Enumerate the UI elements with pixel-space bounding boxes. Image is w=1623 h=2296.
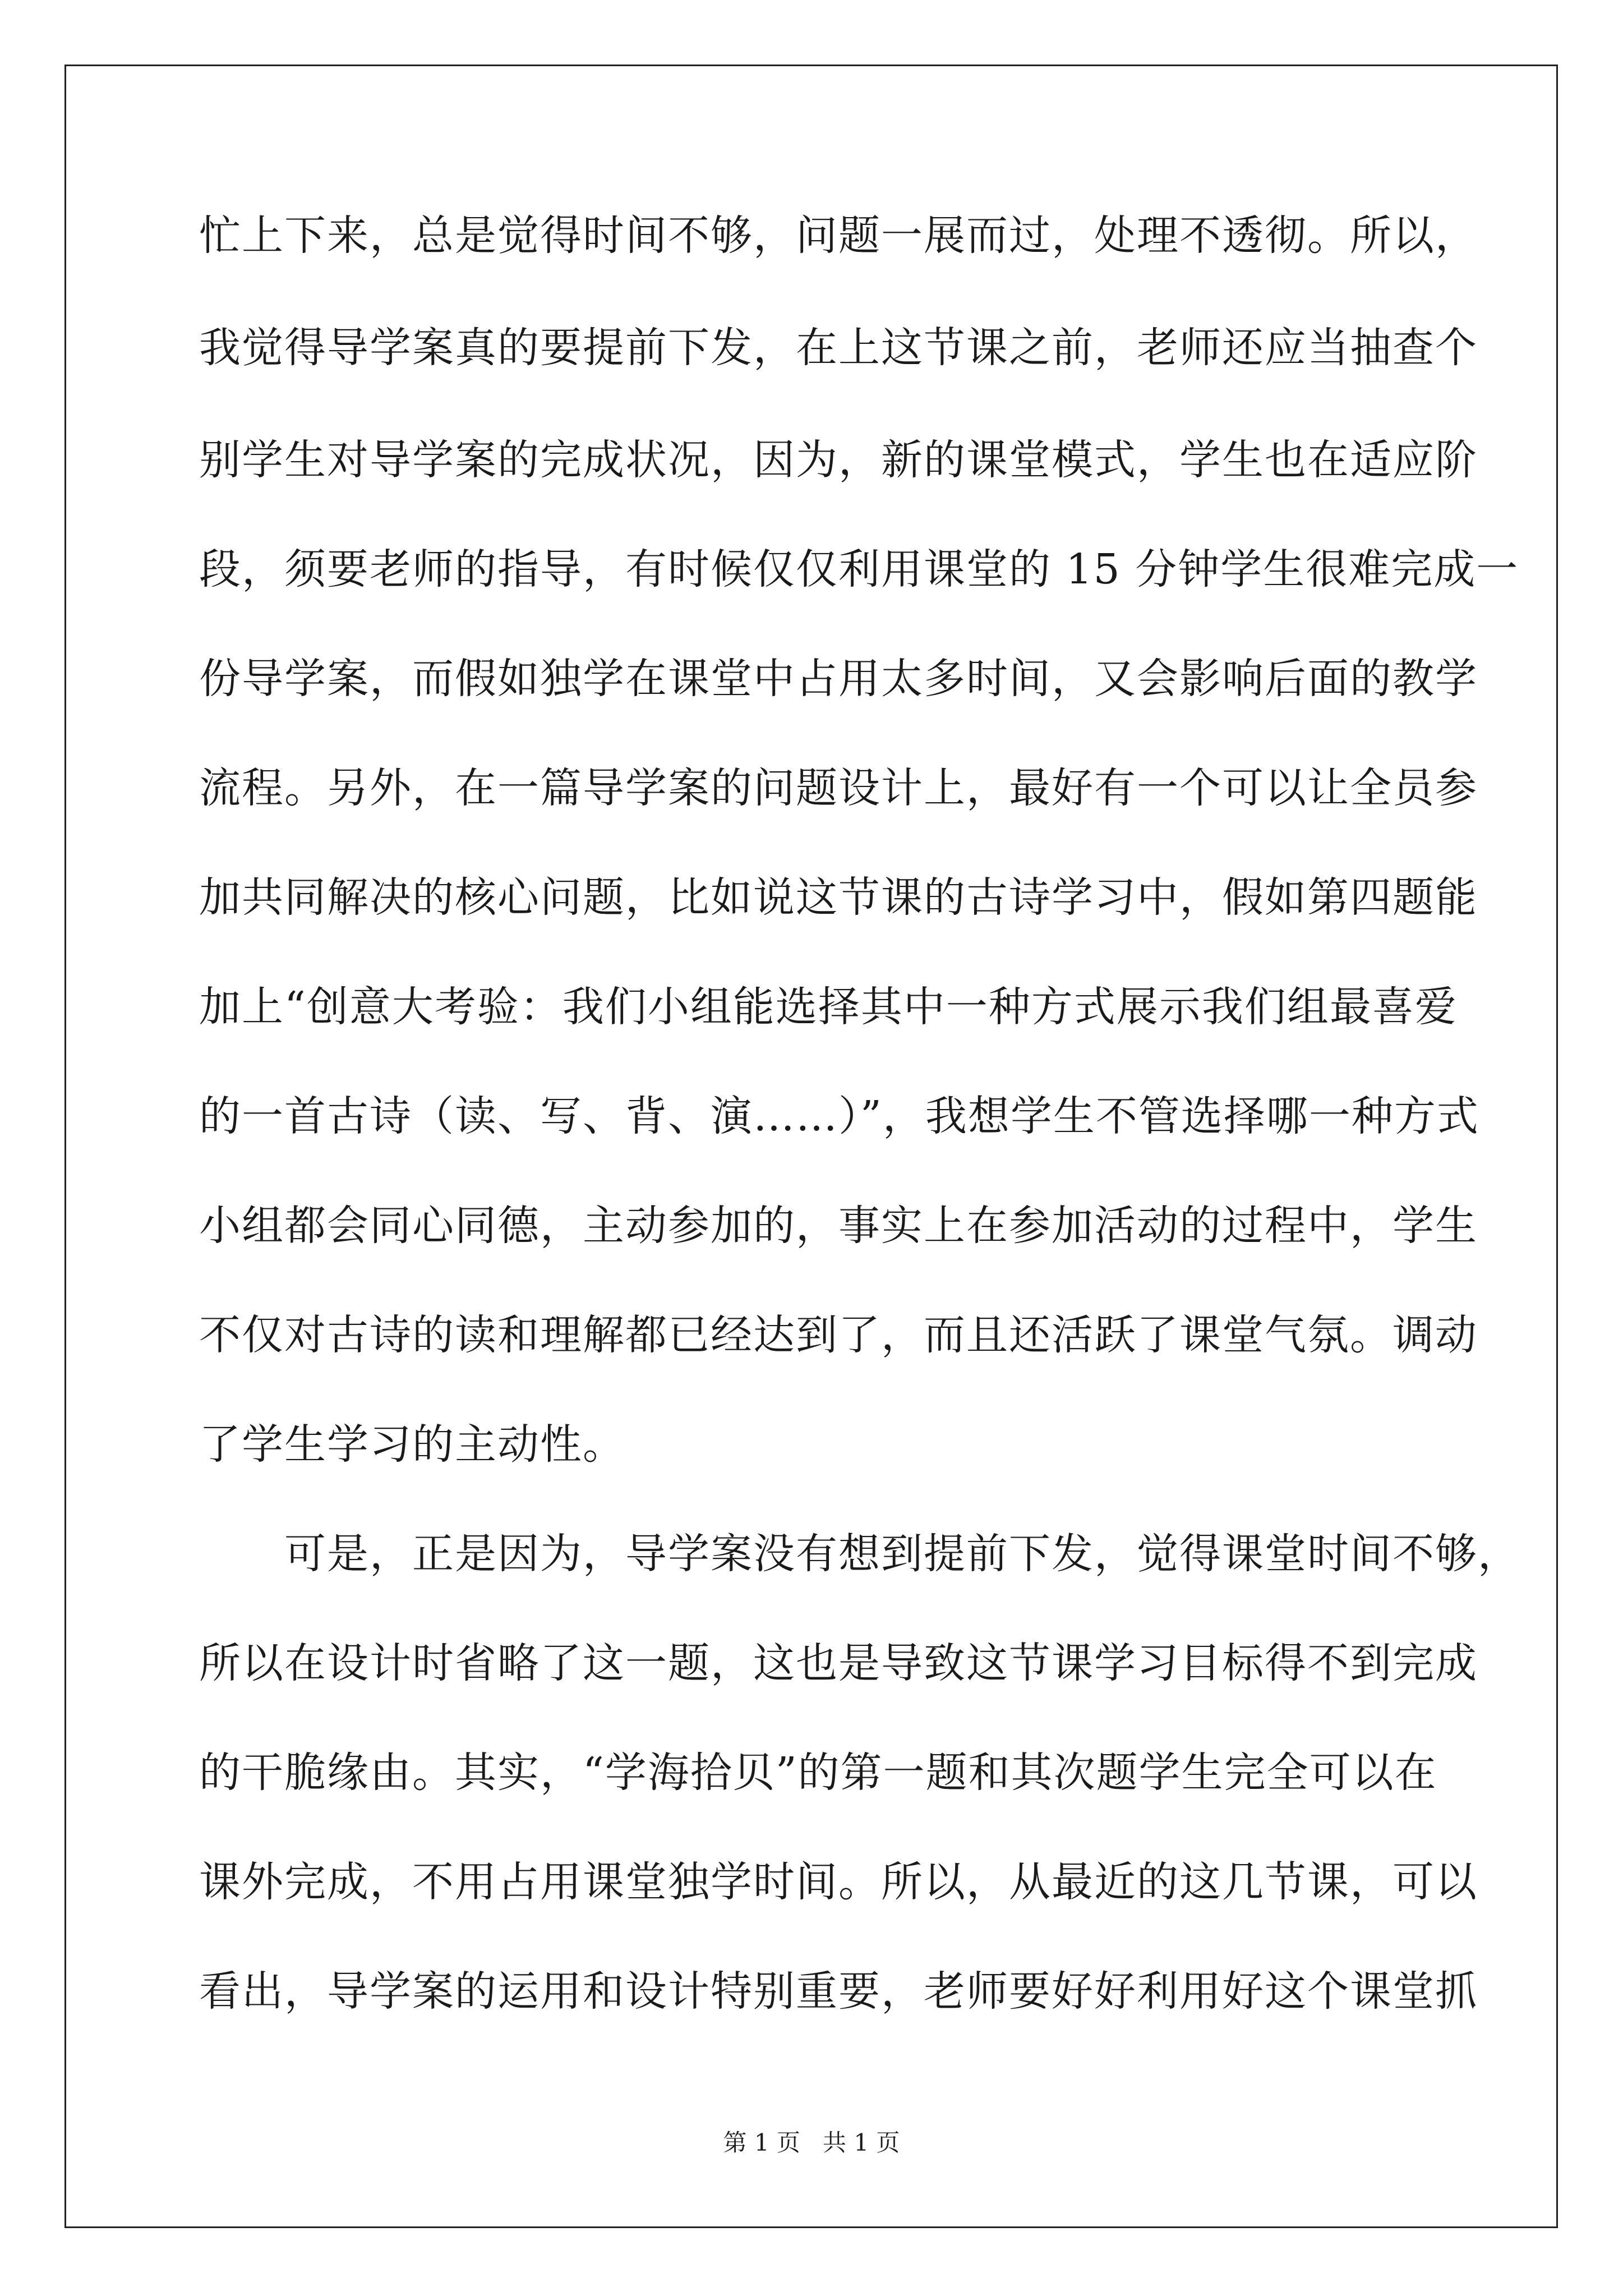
- text-line: 忙上下来，总是觉得时间不够，问题一展而过，处理不透彻。所以，: [199, 211, 1478, 260]
- text-line: 所以在设计时省略了这一题，这也是导致这节课学习目标得不到完成: [199, 1639, 1478, 1687]
- page-footer: [0, 2124, 1623, 2158]
- text-line: 的干脆缘由。其实，“学海拾贝”的第一题和其次题学生完全可以在: [199, 1749, 1437, 1797]
- page-count: 共 1 页: [823, 2129, 900, 2156]
- text-line: 流程。另外，在一篇导学案的问题设计上，最好有一个可以让全员参: [199, 764, 1478, 812]
- text-line: 小组都会同心同德，主动参加的，事实上在参加活动的过程中，学生: [199, 1202, 1478, 1250]
- text-line: 可是，正是因为，导学案没有想到提前下发，觉得课堂时间不够，: [199, 1530, 1520, 1578]
- text-line: 了学生学习的主动性。: [199, 1420, 625, 1469]
- text-line: 段，须要老师的指导，有时候仅仅利用课堂的 15 分钟学生很难完成一: [199, 545, 1519, 593]
- text-line: 份导学案，而假如独学在课堂中占用太多时间，又会影响后面的教学: [199, 655, 1478, 703]
- text-line: 我觉得导学案真的要提前下发，在上这节课之前，老师还应当抽查个: [199, 324, 1478, 372]
- page-number: 第 1 页: [723, 2129, 800, 2156]
- text-line: 加共同解决的核心问题，比如说这节课的古诗学习中，假如第四题能: [199, 873, 1478, 922]
- text-line: 加上“创意大考验：我们小组能选择其中一种方式展示我们组最喜爱: [199, 983, 1458, 1031]
- text-line: 别学生对导学案的完成状况，因为，新的课堂模式，学生也在适应阶: [199, 436, 1478, 484]
- text-line: 看出，导学案的运用和设计特别重要，老师要好好利用好这个课堂抓: [199, 1967, 1478, 2016]
- text-line: 的一首古诗（读、写、背、演……）”，我想学生不管选择哪一种方式: [199, 1092, 1479, 1140]
- text-line: 课外完成，不用占用课堂独学时间。所以，从最近的这几节课，可以: [199, 1858, 1478, 1906]
- text-line: 不仅对古诗的读和理解都已经达到了，而且还活跃了课堂气氛。调动: [199, 1311, 1478, 1359]
